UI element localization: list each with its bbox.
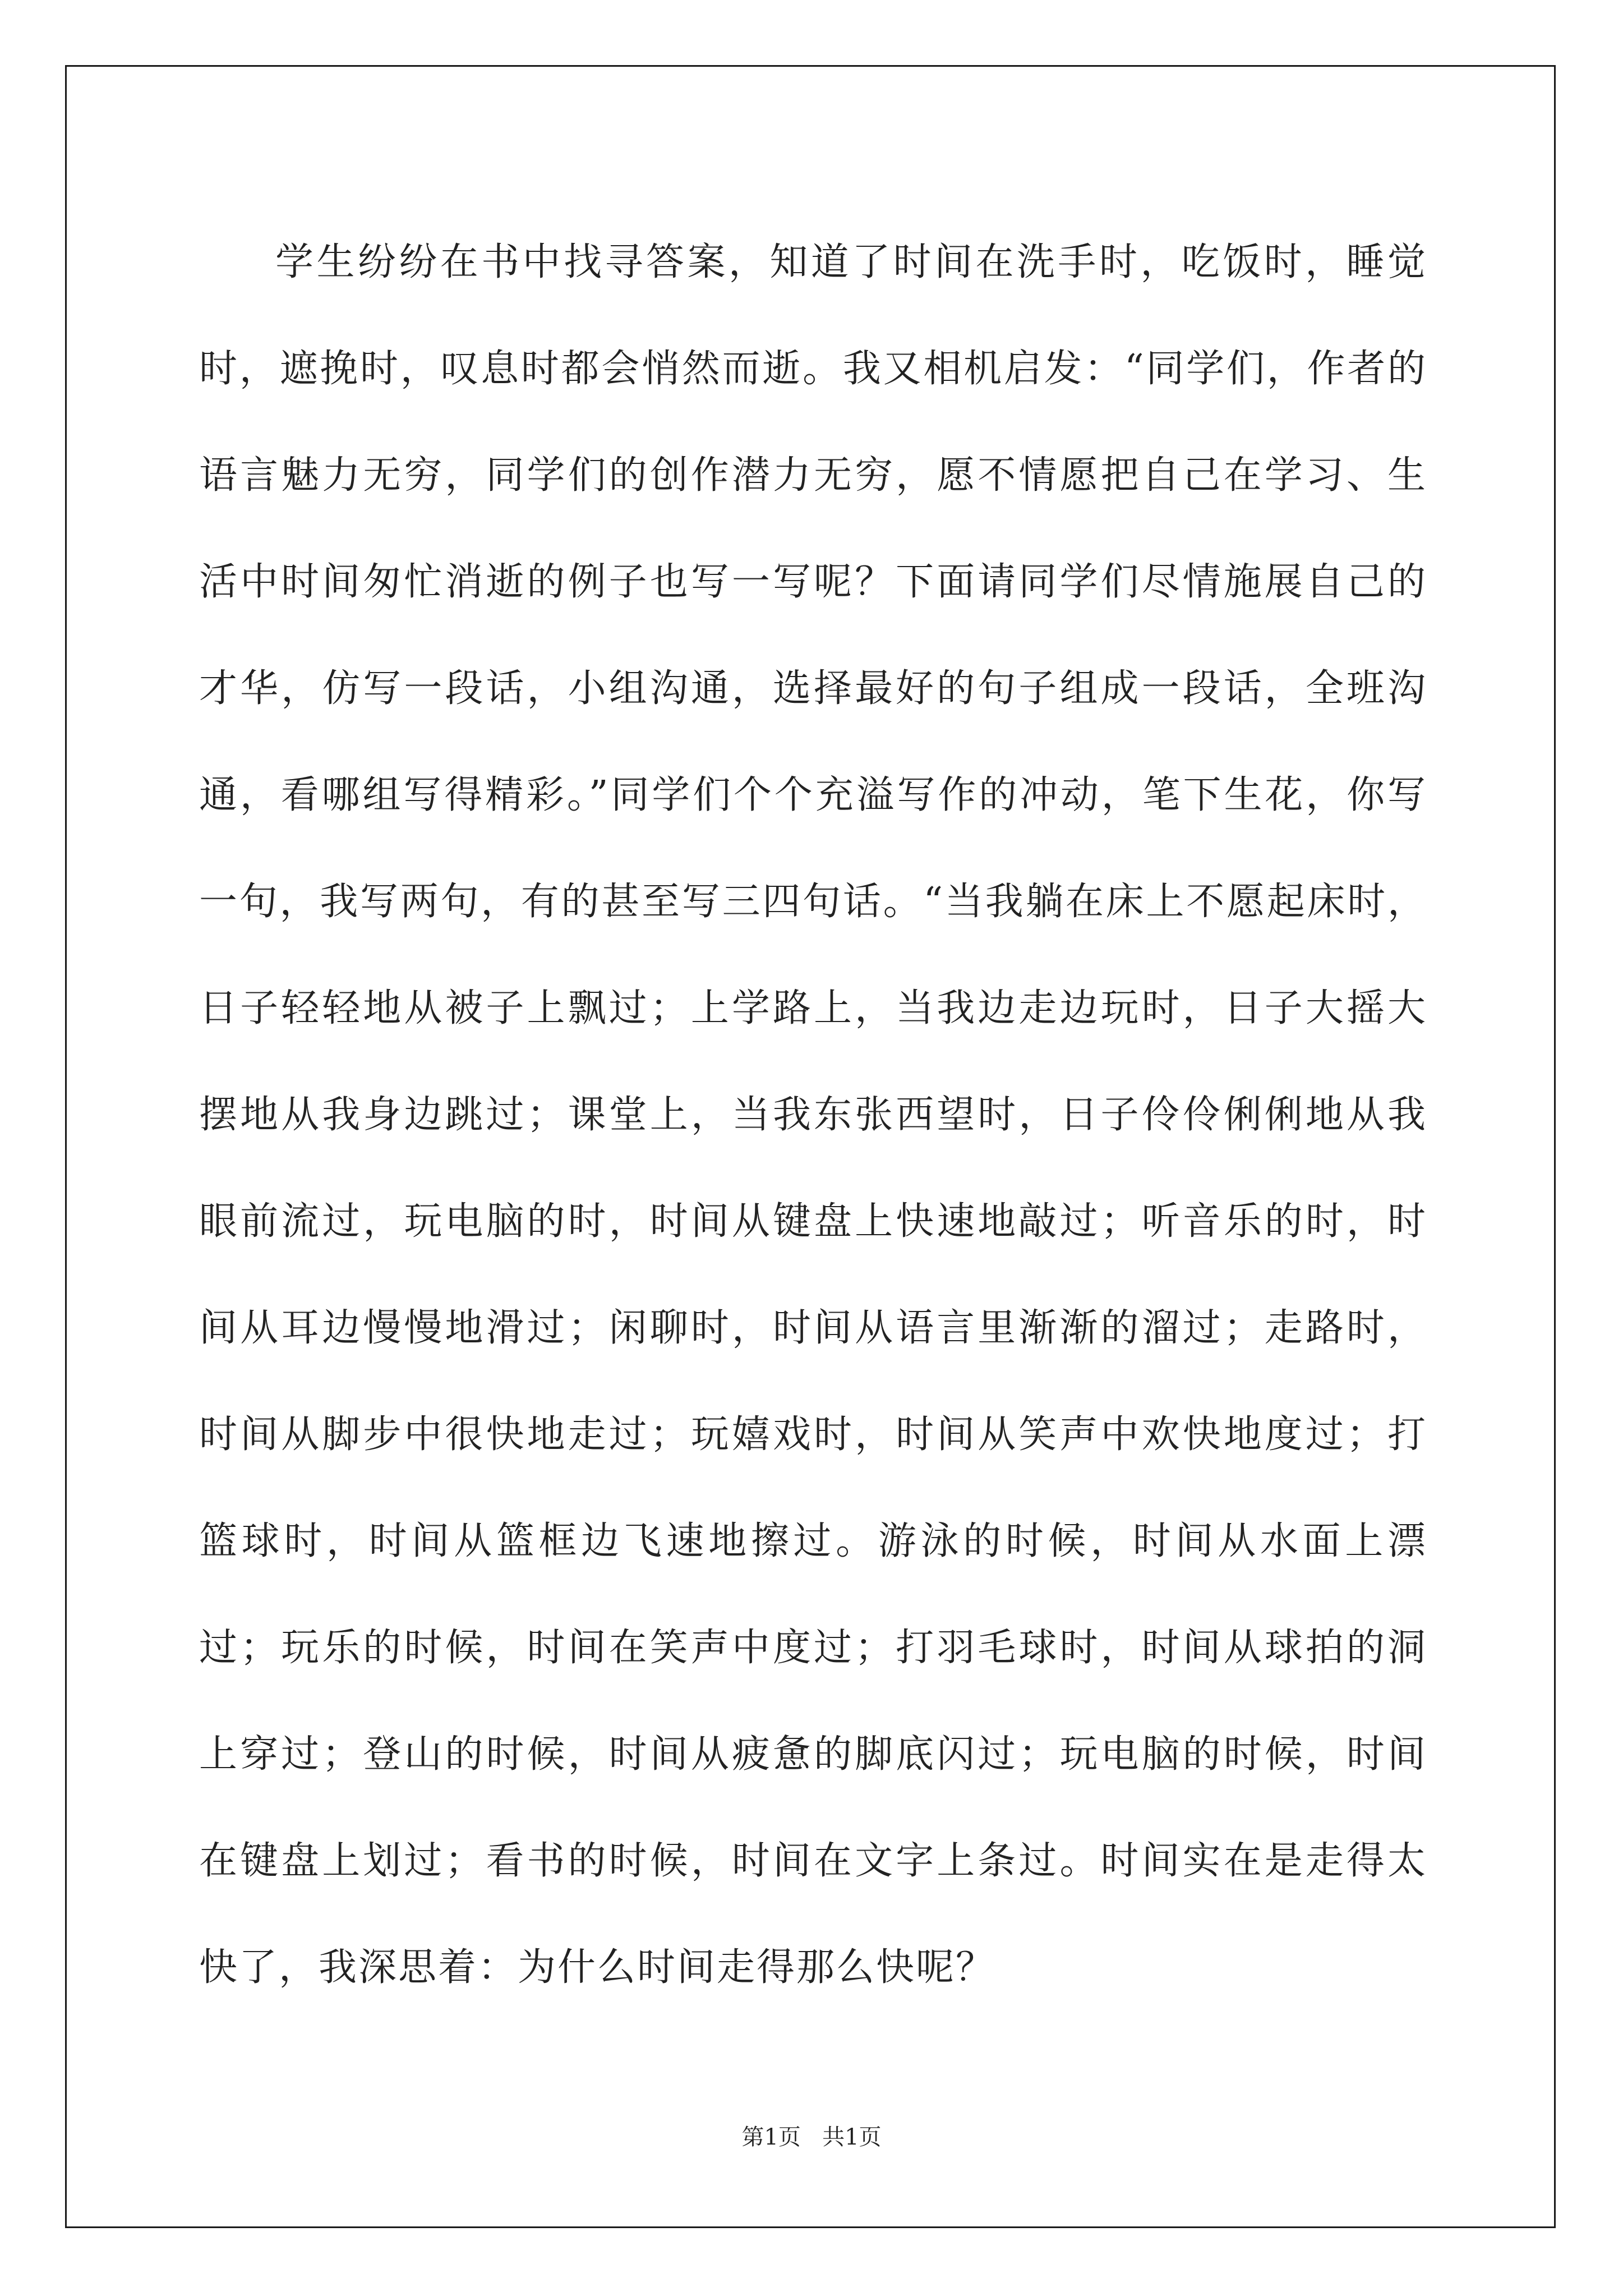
page-total: 共1页 — [822, 2124, 882, 2150]
page-footer — [0, 2119, 1623, 2151]
page-number: 第1页 — [741, 2124, 801, 2150]
body-paragraph: 学生纷纷在书中找寻答案，知道了时间在洗手时，吃饭时，睡觉时，遮挽时，叹息时都会悄然而逝。我又相机启发：“同学们，作者的语言魅力无穷，同学们的创作潜力无穷，愿不情愿把自己在学习、生活中时间匆忙消逝的例子也写一写呢？下面请同学们尽情施展自己的才华，仿写一段话，小组沟通，选择最好的句子组成一段话，全班沟通，看哪组写得精彩。”同学们个个充溢写作的冲动，笔下生花，你写一句，我写两句，有的甚至写三四句话。“当我躺在床上不愿起床时，日子轻轻地从被子上飘过；上学路上，当我边走边玩时，日子大摇大摆地从我身边跳过；课堂上，当我东张西望时，日子伶伶俐俐地从我眼前流过，玩电脑的时，时间从键盘上快速地敲过；听音乐的时，时间从耳边慢慢地滑过；闲聊时，时间从语言里渐渐的溜过；走路时，时间从脚步中很快地走过；玩嬉戏时，时间从笑声中欢快地度过；打篮球时，时间从篮框边飞速地擦过。游泳的时候，时间从水面上漂过；玩乐的时候，时间在笑声中度过；打羽毛球时，时间从球拍的洞上穿过；登山的时候，时间从疲惫的脚底闪过；玩电脑的时候，时间在键盘上划过；看书的时候，时间在文字上条过。时间实在是走得太快了，我深思着：为什么时间走得那么快呢？ — [199, 240, 1427, 1990]
